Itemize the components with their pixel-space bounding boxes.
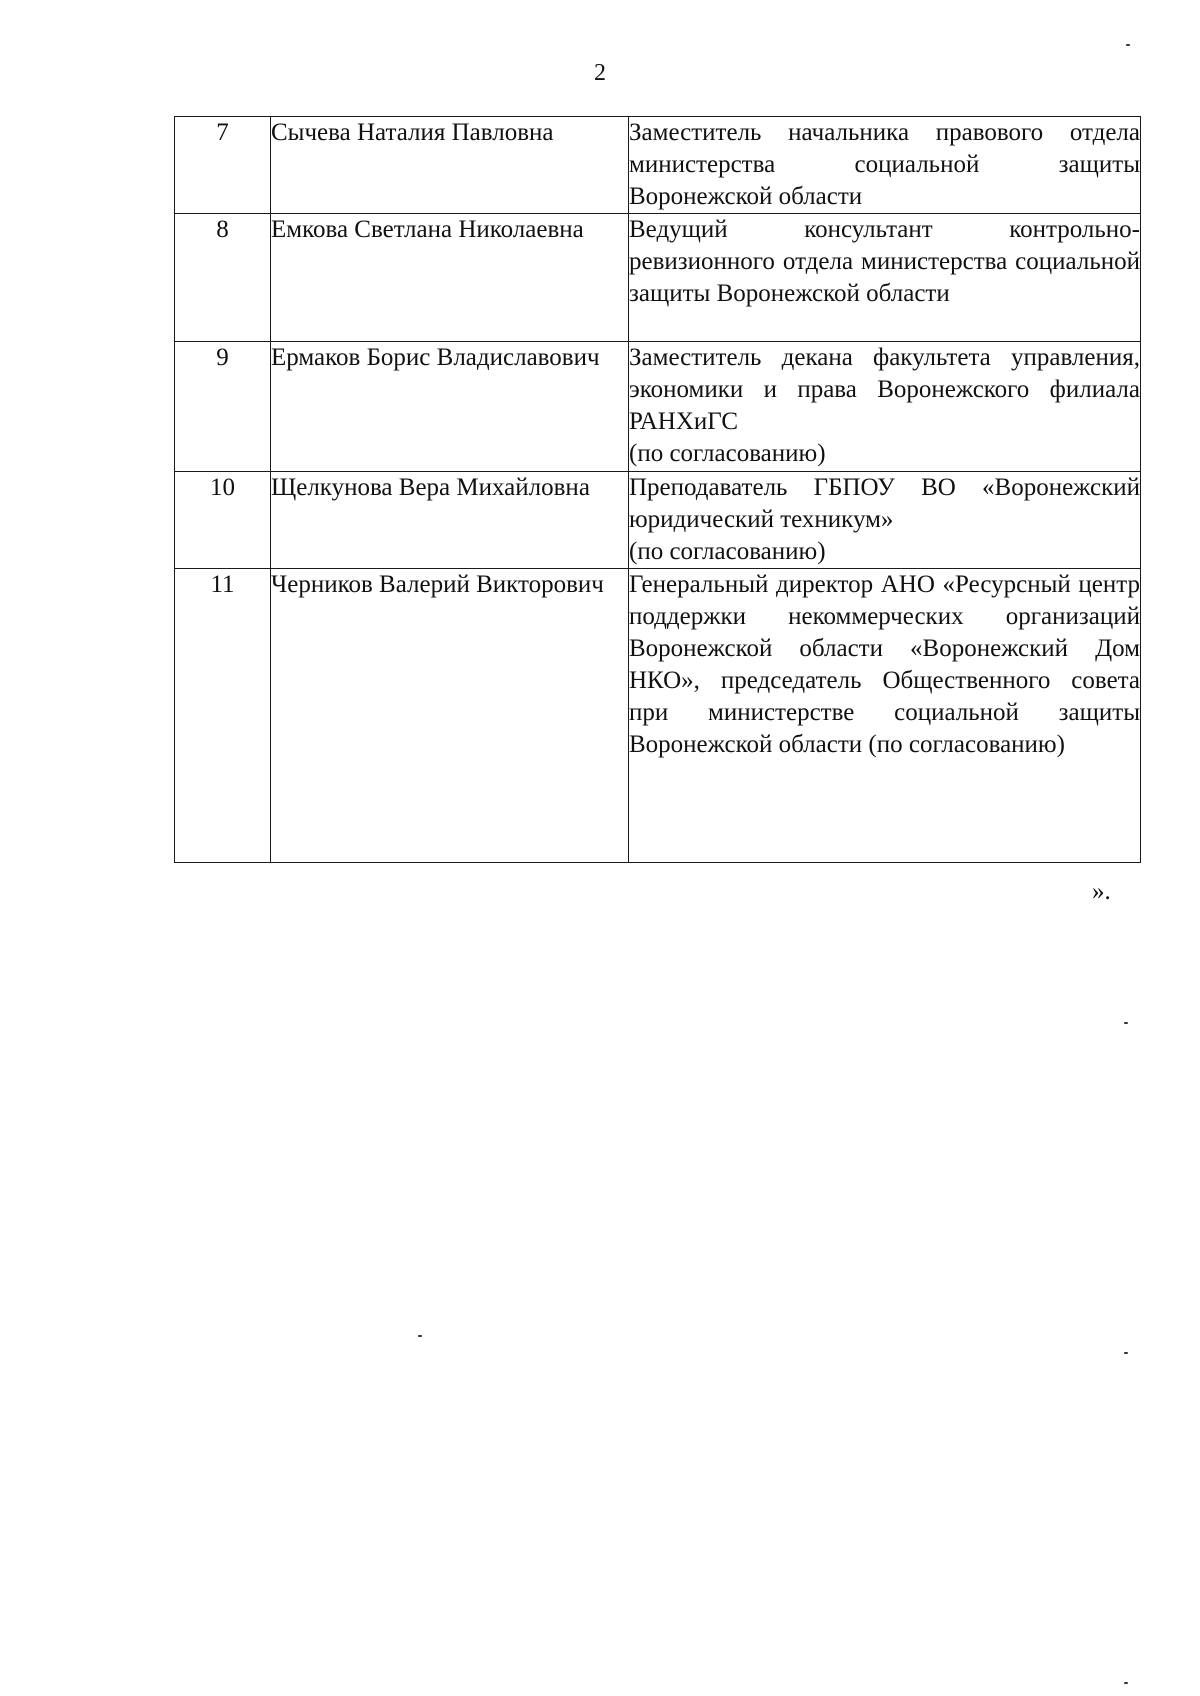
table-row: [175, 342, 1141, 472]
member-position-note: (по согласованию): [629, 538, 826, 565]
member-position-cell: [629, 342, 1141, 472]
table-row: [175, 117, 1141, 214]
member-name: Емкова Светлана Николаевна: [271, 214, 629, 342]
member-position: Заместитель декана факультета управления, экономики и права Воронежского филиала РАНХиГС: [629, 344, 1140, 435]
member-name: Щелкунова Вера Михайловна: [271, 472, 629, 569]
member-position-cell: [629, 472, 1141, 569]
row-number: 10: [175, 472, 271, 569]
page-number: 2: [594, 60, 606, 86]
members-table: [174, 116, 1141, 863]
member-position: Заместитель начальника правового отдела министерства социальной защиты Воронежской области: [629, 117, 1141, 214]
scan-speck: [418, 1335, 422, 1337]
scan-speck: [1126, 44, 1130, 46]
member-position-note: (по согласованию): [629, 440, 826, 467]
row-number: 7: [175, 117, 271, 214]
row-number: 11: [175, 569, 271, 863]
table-row: [175, 472, 1141, 569]
scan-speck: [1124, 1682, 1128, 1684]
table-row: [175, 214, 1141, 342]
closing-quote-mark: ».: [1092, 878, 1111, 905]
member-position: Ведущий консультант контрольно-ревизионного отдела министерства социальной защиты Воронежской области: [629, 214, 1141, 342]
member-name: Черников Валерий Викторович: [271, 569, 629, 863]
scan-speck: [1124, 1352, 1128, 1354]
table-row: [175, 569, 1141, 863]
member-position: Преподаватель ГБПОУ ВО «Воронежский юридический техникум»: [629, 474, 1140, 533]
member-name: Ермаков Борис Владиславович: [271, 342, 629, 472]
member-position: Генеральный директор АНО «Ресурсный центр поддержки некоммерческих организаций Воронежской области «Воронежский Дом НКО», председатель Общественного совета при министерстве социальной защиты Воронежской области (по согласованию): [629, 569, 1141, 863]
row-number: 8: [175, 214, 271, 342]
member-name: Сычева Наталия Павловна: [271, 117, 629, 214]
scan-speck: [1124, 1022, 1128, 1024]
row-number: 9: [175, 342, 271, 472]
